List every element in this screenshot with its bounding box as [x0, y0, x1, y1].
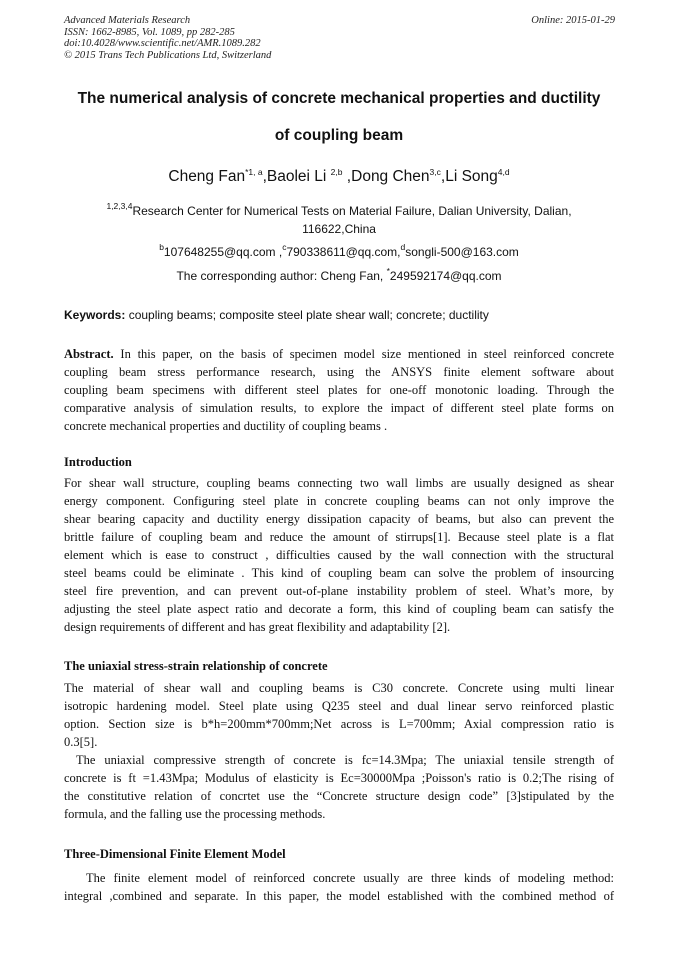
author-emails	[64, 244, 614, 260]
text-line: design requirements of different and has great flexibility and adaptability [2].	[64, 620, 451, 634]
text-line: The material of shear wall and coupling beams is C30 concrete. Concrete using multi linear	[64, 681, 614, 695]
text-line: the constitutive relation of concrtet use the “Concrete structure design code” [3]stipulated by the	[64, 789, 614, 803]
abstract-line: In this paper, on the basis of specimen model size mentioned in steel reinforced concrete	[120, 347, 615, 361]
author-name: Li Song	[445, 168, 498, 185]
author-affiliation-mark: 3,c	[429, 167, 441, 177]
email-mark: b	[159, 242, 164, 252]
email-b: 107648255@qq.com ,	[163, 245, 283, 259]
text-line: The uniaxial compressive strength of concrete is fc=14.3Mpa; The uniaxial tensile strength of	[76, 753, 614, 767]
keywords	[64, 307, 489, 323]
email-c: 790338611@qq.com,	[286, 245, 401, 259]
author-affiliation-mark: 2,b	[330, 167, 343, 177]
corresponding-mark: *	[386, 266, 390, 276]
author-name: Baolei Li	[266, 168, 327, 185]
section-heading-uniaxial: The uniaxial stress-strain relationship of concrete	[64, 659, 328, 673]
journal-header	[64, 15, 271, 61]
section-heading-introduction: Introduction	[64, 455, 132, 469]
affiliation-text: Research Center for Numerical Tests on Material Failure, Dalian University, Dalian,	[132, 204, 572, 218]
abstract-paragraph	[64, 345, 614, 435]
text-line: The finite element model of reinforced concrete usually are three kinds of modeling method:	[86, 871, 614, 885]
keywords-text: coupling beams; composite steel plate shear wall; concrete; ductility	[128, 308, 489, 322]
text-line	[64, 345, 614, 363]
text-line: For shear wall structure, coupling beams connecting two wall limbs are usually designed as shear	[64, 476, 614, 490]
text-line: brittle failure of coupling beam and reduce the amount of stirrups[1]. Because steel plate is a flat	[64, 530, 614, 544]
affiliation-mark: 1,2,3,4	[106, 201, 133, 211]
text-line: coupling beam specimens with different steel plates for one-off monotonic loading. Through the	[64, 383, 614, 397]
doi-line: doi:10.4028/www.scientific.net/AMR.1089.282	[64, 38, 261, 49]
keywords-label: Keywords:	[64, 308, 126, 322]
abstract-label: Abstract.	[64, 347, 114, 361]
text-line: option. Section size is b*h=200mm*700mm;Net across is L=700mm; Axial compression ratio is	[64, 717, 614, 731]
issn-line: ISSN: 1662-8985, Vol. 1089, pp 282-285	[64, 26, 235, 38]
email-mark: c	[282, 242, 287, 252]
paper-title-line-1: The numerical analysis of concrete mechanical properties and ductility	[77, 90, 601, 107]
author-list: Cheng Fan$^{*1, a}$,Baolei Li $^{2,b}$ ,Dong Chen$^{3,c}$,Li Song$^{4,d}$	[168, 167, 510, 185]
section-heading-fe-model: Three-Dimensional Finite Element Model	[64, 847, 286, 861]
uniaxial-paragraph	[64, 679, 614, 823]
online-date: Online: 2015-01-29	[531, 15, 615, 26]
text-line: concrete is ft =1.43Mpa; Modulus of elasticity is Ec=30000Mpa ;Poisson's ratio is 0.2;The rising of	[64, 771, 614, 785]
text-line: steel beams could be eliminate . This kind of coupling beam can solve the problem of insourcing	[64, 566, 614, 580]
author-name: Dong Chen	[351, 168, 430, 185]
text-line: coupling beam stress performance research, using the ANSYS finite element software about	[64, 365, 614, 379]
introduction-paragraph	[64, 474, 614, 636]
corresponding-email: 249592174@qq.com	[389, 269, 502, 283]
text-line: comparative analysis of simulation results, to explore the impact of different steel plate forms on	[64, 401, 614, 415]
text-line: integral ,combined and separate. In this paper, the model established with the combined method of	[64, 889, 614, 903]
affiliation-line-2: 116622,China	[302, 222, 376, 236]
text-line: 0.3[5].	[64, 735, 98, 749]
text-line: shear bearing capacity and ductility energy dissipation capacity of beams, but also can prevent the	[64, 512, 614, 526]
text-line: formula, and the falling use the processing methods.	[64, 807, 326, 821]
text-line: isotropic hardening model. Steel plate using Q235 steel and dual linear servo reinforced plastic	[64, 699, 614, 713]
affiliation-line-1	[64, 202, 614, 220]
text-line: concrete mechanical properties and ductility of coupling beams .	[64, 419, 388, 433]
corresponding-label: The corresponding author: Cheng Fan,	[176, 269, 384, 283]
author-affiliation-mark: *1, a	[245, 167, 263, 177]
author-name: Cheng Fan	[168, 168, 246, 185]
text-line: energy component. Configuring steel plate in concrete coupling beams can not only improve the	[64, 494, 614, 508]
email-d: songli-500@163.com	[405, 245, 519, 259]
paper-title-line-2: of coupling beam	[274, 127, 404, 144]
text-line: adjusting the steel plate aspect ratio and decorate a form, this kind of coupling beam can satisfy the	[64, 602, 614, 616]
text-line: element which is ease to construct , difficulties caused by the wall connection with the structural	[64, 548, 614, 562]
journal-name: Advanced Materials Research	[64, 15, 191, 26]
fe-model-paragraph	[64, 869, 614, 905]
copyright-line: © 2015 Trans Tech Publications Ltd, Switzerland	[64, 49, 272, 61]
text-line: steel fire prevention, and can prevent out-of-plane instability problem of steel. What’s more, by	[64, 584, 614, 598]
email-mark: d	[400, 242, 406, 252]
author-affiliation-mark: 4,d	[497, 167, 510, 177]
corresponding-author	[64, 268, 614, 284]
